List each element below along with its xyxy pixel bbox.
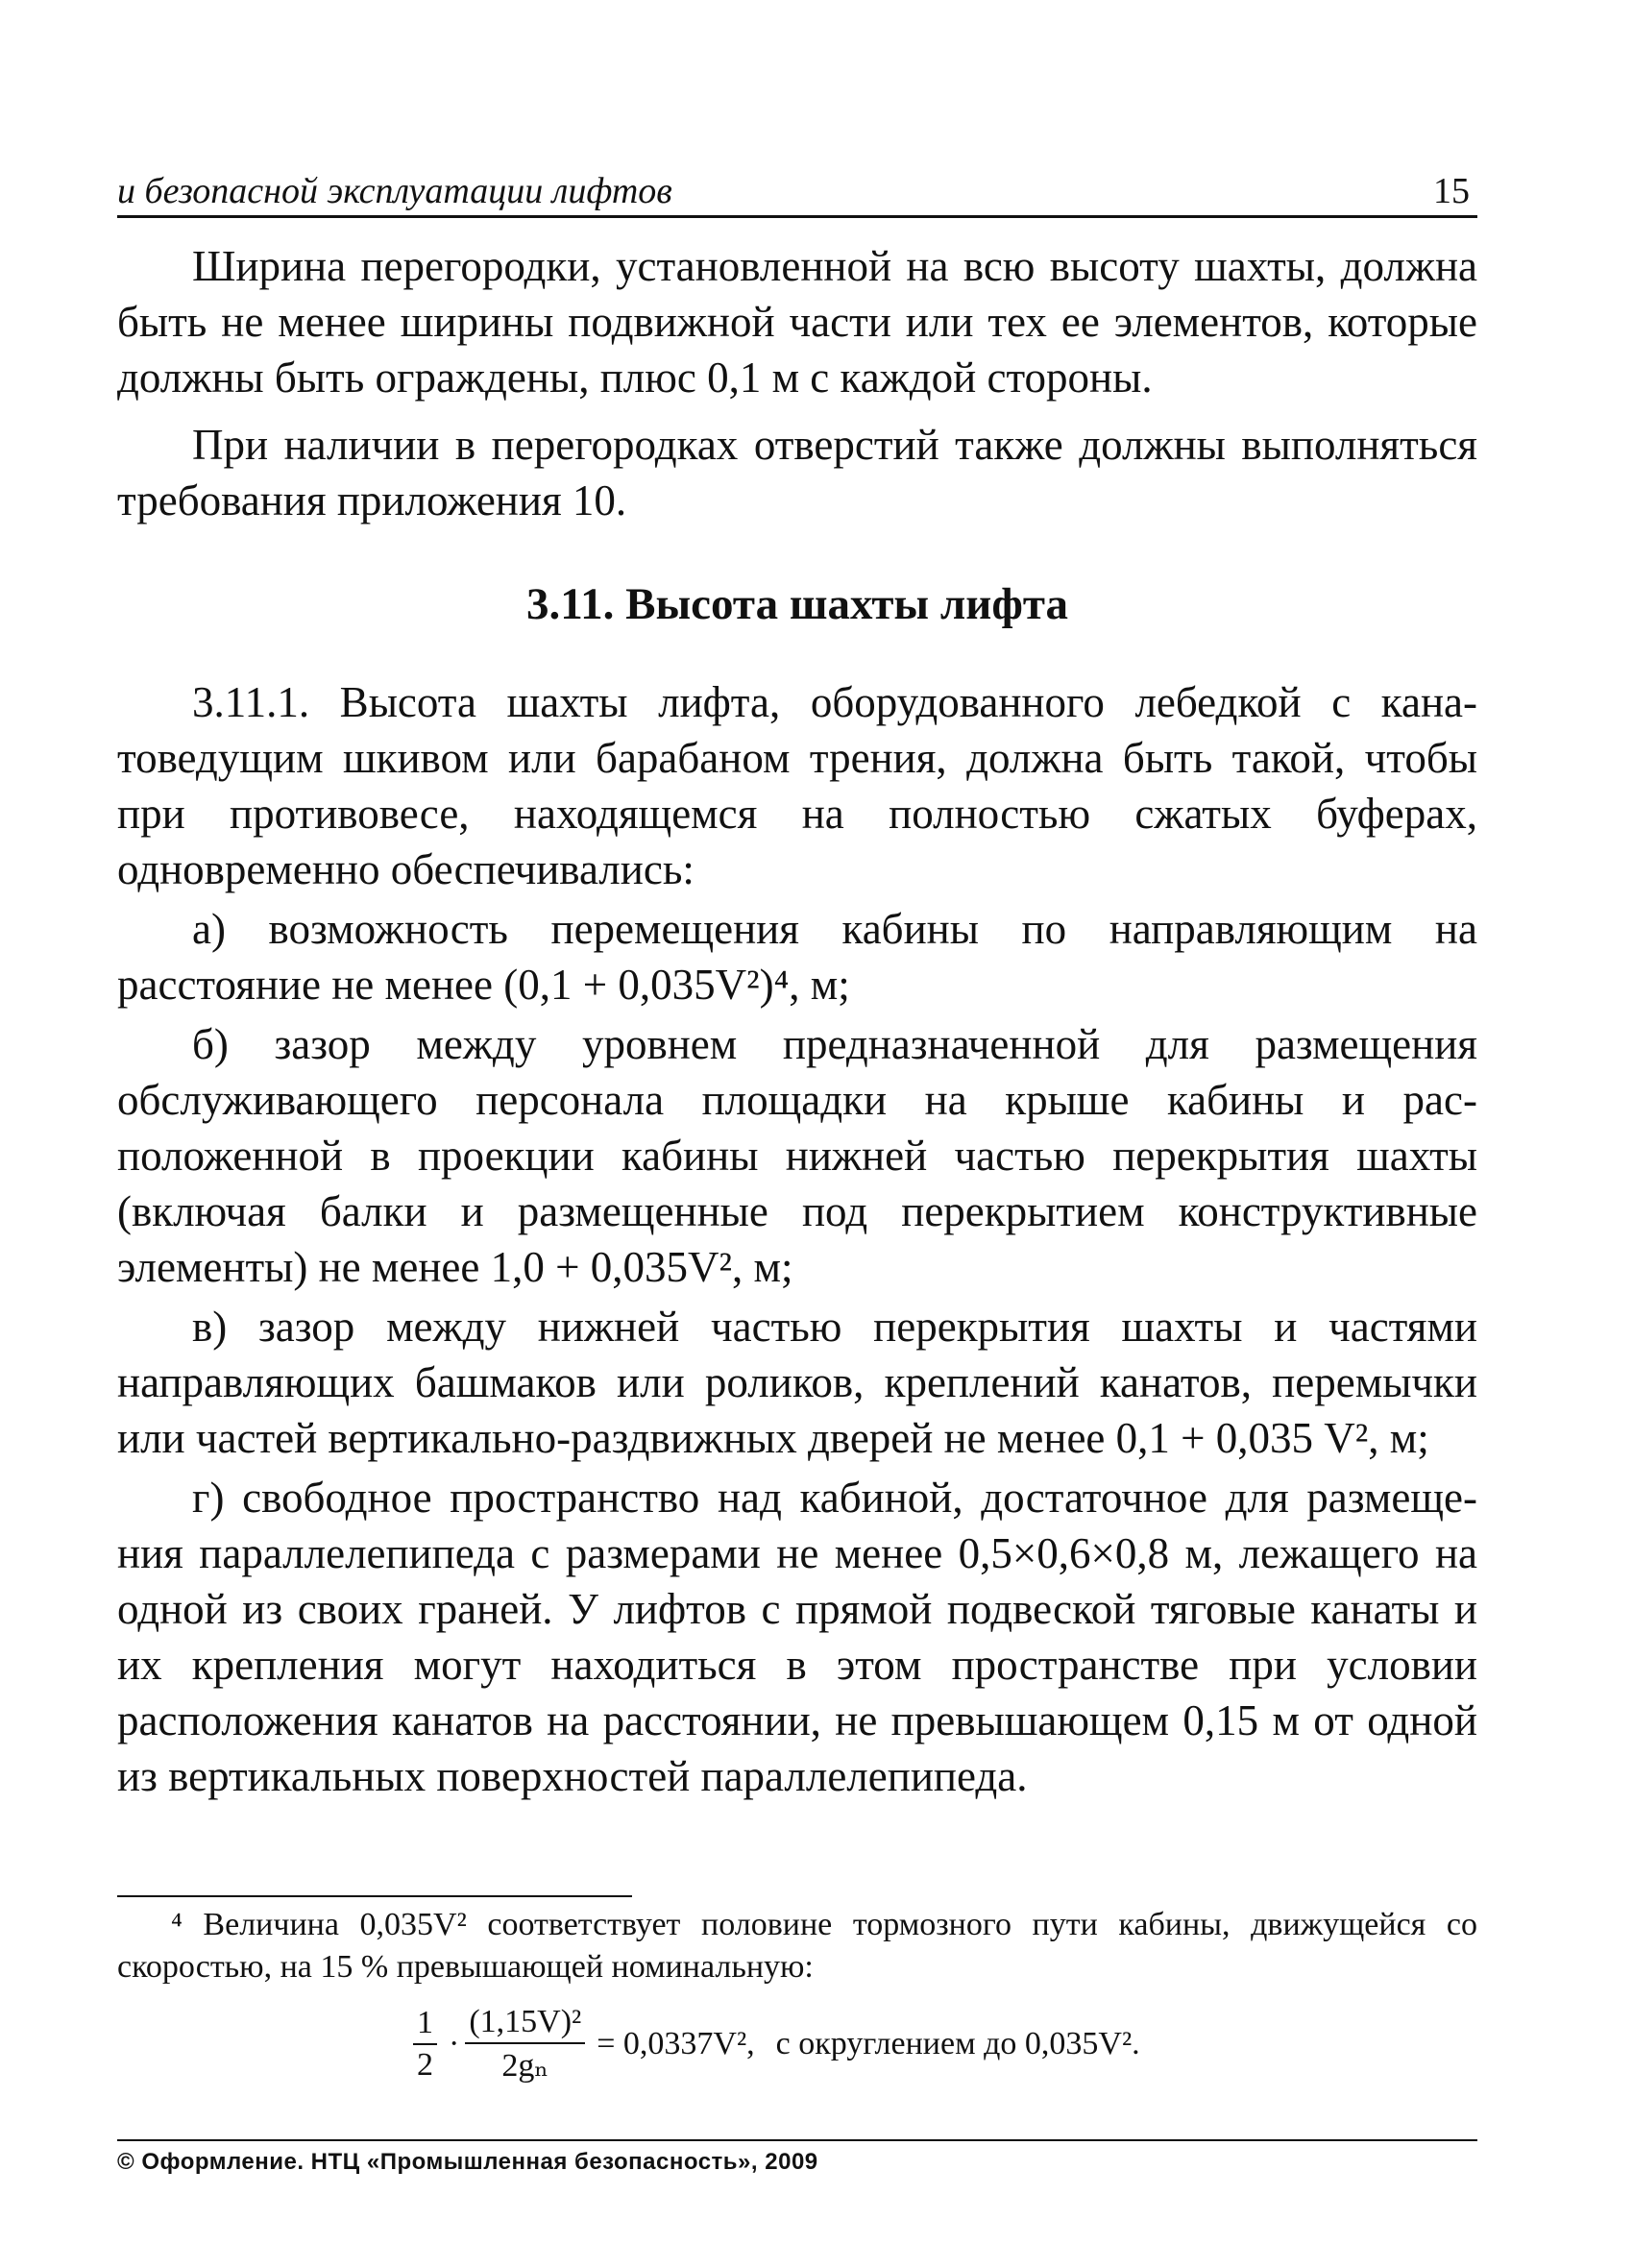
- paragraph-partition-openings: При наличии в перегородках отверстий также должны выполняться требования приложения 10.: [117, 421, 1477, 524]
- list-item-b: б) зазор между уровнем предназначенной для размещения обслуживающего персонала площадки на крыше кабины и расположенной в проекции кабины нижней частью перекрытия шахты (включая балки и размещенные под перекрытием конструктивные элементы) не менее 1,0 + 0,035V², м;: [117, 1020, 1477, 1291]
- clause-3-11-1: 3.11.1. Высота шахты лифта, оборудованного лебедкой с канатоведущим шкивом или барабаном трения, должна быть такой, чтобы при противовесе, находящемся на полностью сжатых буферах, одновременно обеспечивались:: [117, 678, 1477, 893]
- fraction-denominator: 2: [417, 2047, 433, 2083]
- formula-result: = 0,0337V²,: [597, 2026, 755, 2061]
- copyright-line: © Оформление. НТЦ «Промышленная безопасность», 2009: [117, 2149, 818, 2175]
- page-number: 15: [1433, 171, 1470, 211]
- footnote-rule: [117, 1895, 632, 1897]
- fraction-numerator: 1: [413, 2005, 437, 2045]
- footnote-text: ⁴ Величина 0,035V² соответствует половине тормозного пути кабины, движущейся со скоростью, на 15 % превышающей номинальную:: [117, 1907, 1477, 1985]
- body-text: [117, 238, 1477, 1804]
- list-item-g: г) свободное пространство над кабиной, достаточное для размещения параллелепипеда с размерами не менее 0,5×0,6×0,8 м, лежащего на одной из своих граней. У лифтов с прямой подвеской тяговые канаты и их крепления могут находиться в этом пространстве при условии расположения канатов на расстоянии, не превышающем 0,15 м от одной из вертикальных поверхностей параллелепипеда.: [117, 1474, 1477, 1800]
- fraction-one-half: [413, 2005, 437, 2084]
- footer-rule: [117, 2139, 1477, 2141]
- paragraph-partition-width: Ширина перегородки, установленной на всю высоту шахты, должна быть не менее ширины подвижной части или тех ее элементов, которые должны быть ограждены, плюс 0,1 м с каждой стороны.: [117, 242, 1477, 402]
- multiply-dot: ·: [449, 2026, 460, 2061]
- list-item-a: а) возможность перемещения кабины по направляющим на расстояние не менее (0,1 + 0,035V²)⁴, м;: [117, 905, 1477, 1009]
- fraction-denominator: 2gₙ: [501, 2048, 549, 2084]
- fraction-numerator: (1,15V)²: [465, 2004, 585, 2044]
- footnote-formula: [413, 1991, 1140, 2097]
- footnote: [117, 1904, 1477, 1988]
- running-title: и безопасной эксплуатации лифтов: [117, 171, 672, 211]
- fraction-velocity: [465, 2004, 585, 2085]
- header-rule: [117, 215, 1477, 218]
- running-head: [117, 169, 1477, 213]
- list-item-v: в) зазор между нижней частью перекрытия шахты и частями направляющих башмаков или роликов, креплений канатов, перемычки или частей вертикально-раздвижных дверей не менее 0,1 + 0,035 V², м;: [117, 1303, 1477, 1462]
- formula-note: с округлением до 0,035V².: [775, 2026, 1140, 2061]
- section-heading: 3.11. Высота шахты лифта: [525, 579, 1069, 629]
